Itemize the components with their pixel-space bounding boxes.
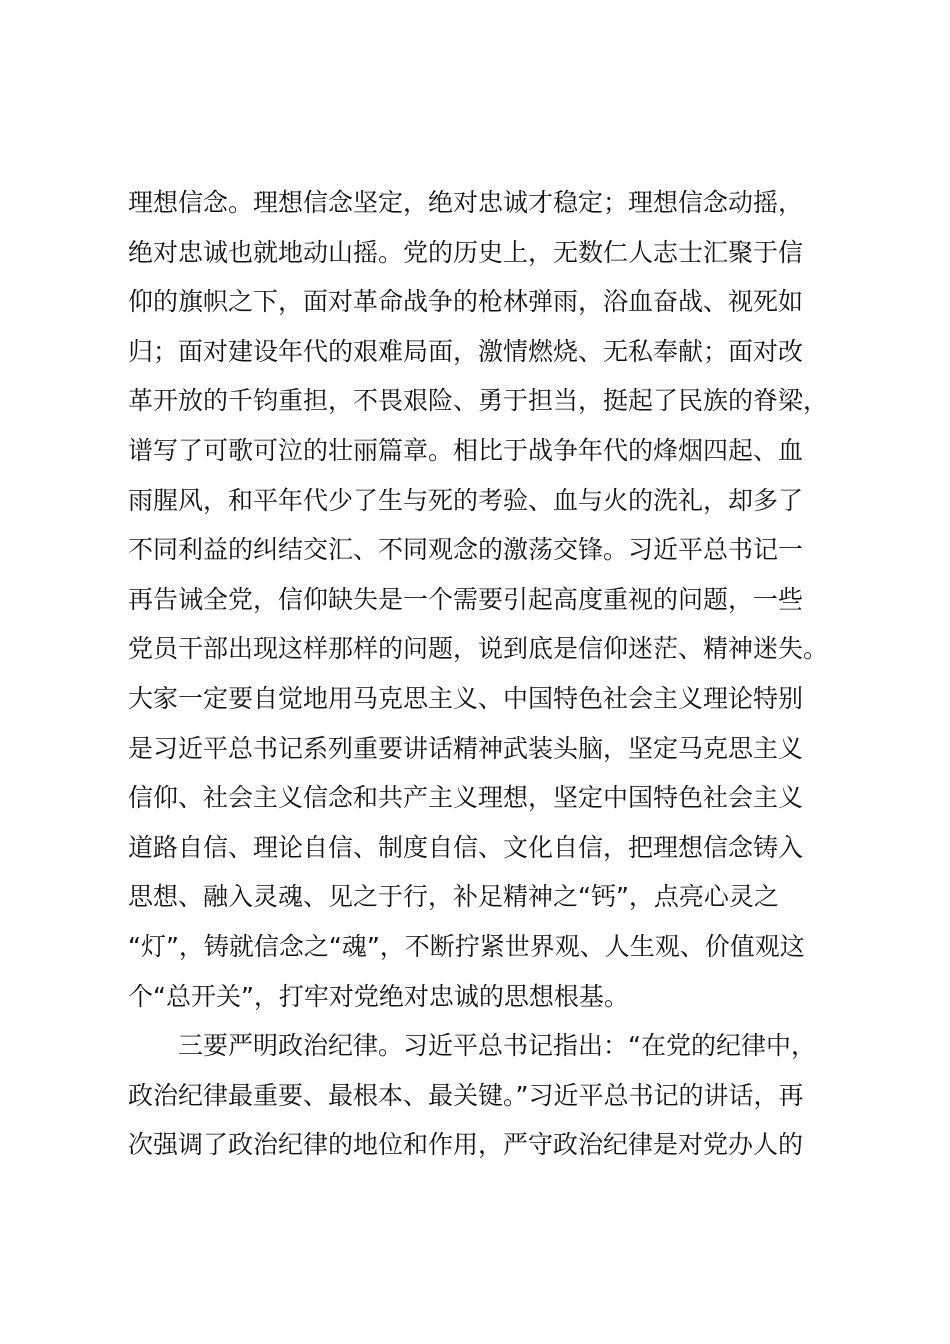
text-line: 次强调了政治纪律的地位和作用，严守政治纪律是对党办人的 (128, 1130, 804, 1160)
text-line: 革开放的千钧重担，不畏艰险、勇于担当，挺起了民族的脊梁， (128, 386, 829, 416)
text-line: 道路自信、理论自信、制度自信、文化自信，把理想信念铸入 (128, 832, 804, 862)
text-line: 个“总开关”，打牢对党绝对忠诚的思想根基。 (128, 981, 629, 1011)
text-line: 大家一定要自觉地用马克思主义、中国特色社会主义理论特别 (128, 683, 804, 713)
text-line: 谱写了可歌可泣的壮丽篇章。相比于战争年代的烽烟四起、血 (128, 435, 804, 465)
text-line: 绝对忠诚也就地动山摇。党的历史上，无数仁人志士汇聚于信 (128, 237, 804, 267)
text-line: 信仰、社会主义信念和共产主义理想，坚定中国特色社会主义 (128, 783, 804, 813)
text-line: 仰的旗帜之下，面对革命战争的枪林弹雨，浴血奋战、视死如 (128, 287, 804, 317)
body-text (128, 178, 868, 1170)
text-line: 思想、融入灵魂、见之于行，补足精神之“钙”，点亮心灵之 (128, 882, 779, 912)
text-line: “灯”，铸就信念之“魂”，不断拧紧世界观、人生观、价值观这 (128, 931, 805, 961)
text-line: 理想信念。理想信念坚定，绝对忠诚才稳定；理想信念动摇， (128, 188, 804, 217)
text-line: 归；面对建设年代的艰难局面，激情燃烧、无私奉献；面对改 (128, 336, 804, 366)
paragraph-heading-line: 三要严明政治纪律。习近平总书记指出：“在党的纪律中， (178, 1031, 816, 1061)
text-line: 再告诫全党，信仰缺失是一个需要引起高度重视的问题，一些 (128, 584, 804, 614)
text-line: 是习近平总书记系列重要讲话精神武装头脑，坚定马克思主义 (128, 733, 804, 763)
text-line: 政治纪律最重要、最根本、最关键。”习近平总书记的讲话，再 (128, 1080, 804, 1110)
text-line: 不同利益的纠结交汇、不同观念的激荡交锋。习近平总书记一 (128, 535, 804, 565)
text-line: 党员干部出现这样那样的问题，说到底是信仰迷茫、精神迷失。 (128, 634, 829, 664)
text-line: 雨腥风，和平年代少了生与死的考验、血与火的洗礼，却多了 (128, 485, 804, 515)
